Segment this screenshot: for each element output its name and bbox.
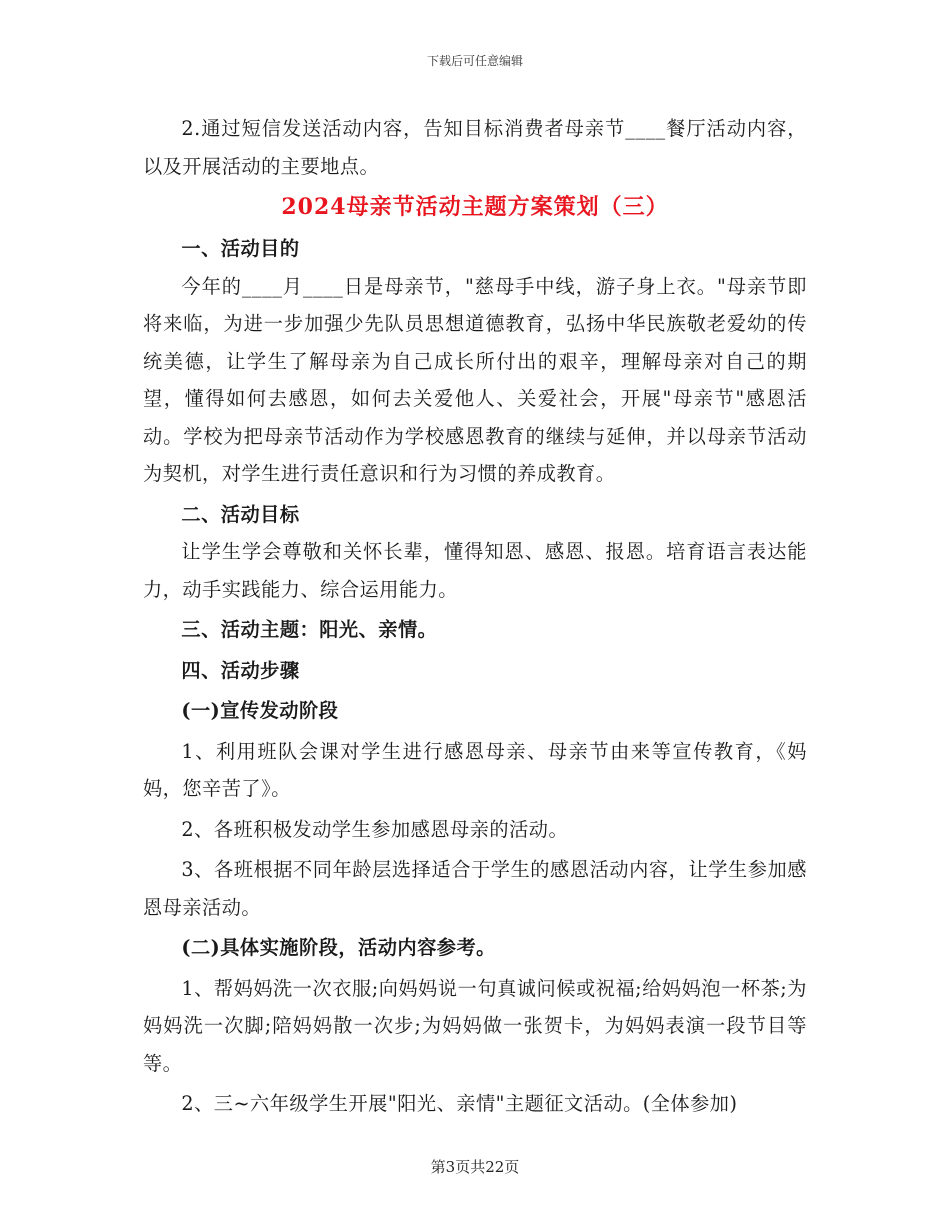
section-body-goals: 让学生学会尊敬和关怀长辈，懂得知恩、感恩、报恩。培育语言表达能力，动手实践能力、综合运用能力。 xyxy=(143,540,807,601)
intro-paragraph: 2.通过短信发送活动内容，告知目标消费者母亲节____餐厅活动内容，以及开展活动的主要地点。 xyxy=(143,117,807,178)
page-header-note: 下载后可任意编辑 xyxy=(426,54,523,68)
list-item: 1、帮妈妈洗一次衣服;向妈妈说一句真诚问候或祝福;给妈妈泡一杯茶;为妈妈洗一次脚;陪妈妈散一次步;为妈妈做一张贺卡，为妈妈表演一段节目等等。 xyxy=(143,976,807,1075)
section-heading-goals: 二、活动目标 xyxy=(181,502,300,526)
document-title: 2024母亲节活动主题方案策划（三） xyxy=(281,194,669,220)
section-heading-theme: 三、活动主题：阳光、亲情。 xyxy=(181,618,438,641)
page-number: 第3页共22页 xyxy=(430,1158,520,1176)
section-heading-steps: 四、活动步骤 xyxy=(181,658,300,682)
list-item: 1、利用班队会课对学生进行感恩母亲、母亲节由来等宣传教育，《妈妈，您辛苦了》。 xyxy=(143,739,807,800)
document-body xyxy=(143,110,807,1123)
list-item: 3、各班根据不同年龄层选择适合于学生的感恩活动内容，让学生参加感恩母亲活动。 xyxy=(143,858,807,919)
list-item: 2、三~六年级学生开展"阳光、亲情"主题征文活动。(全体参加) xyxy=(181,1092,738,1115)
list-item: 2、各班积极发动学生参加感恩母亲的活动。 xyxy=(181,817,569,841)
section-heading-purpose: 一、活动目的 xyxy=(181,237,300,260)
subsection-heading-promotion: (一)宣传发动阶段 xyxy=(181,699,339,722)
subsection-heading-implementation: (二)具体实施阶段，活动内容参考。 xyxy=(181,936,496,959)
section-body-purpose: 今年的____月____日是母亲节，"慈母手中线，游子身上衣。"母亲节即将来临，为进一步加强少先队员思想道德教育，弘扬中华民族敬老爱幼的传统美德，让学生了解母亲为自己成长所付出的艰辛，理解母亲对自己的期望，懂得如何去感恩，如何去关爱他人、关爱社会，开展"母亲节"感恩活动。学校为把母亲节活动作为学校感恩教育的继续与延伸，并以母亲节活动为契机，对学生进行责任意识和行为习惯的养成教育。 xyxy=(143,274,807,485)
